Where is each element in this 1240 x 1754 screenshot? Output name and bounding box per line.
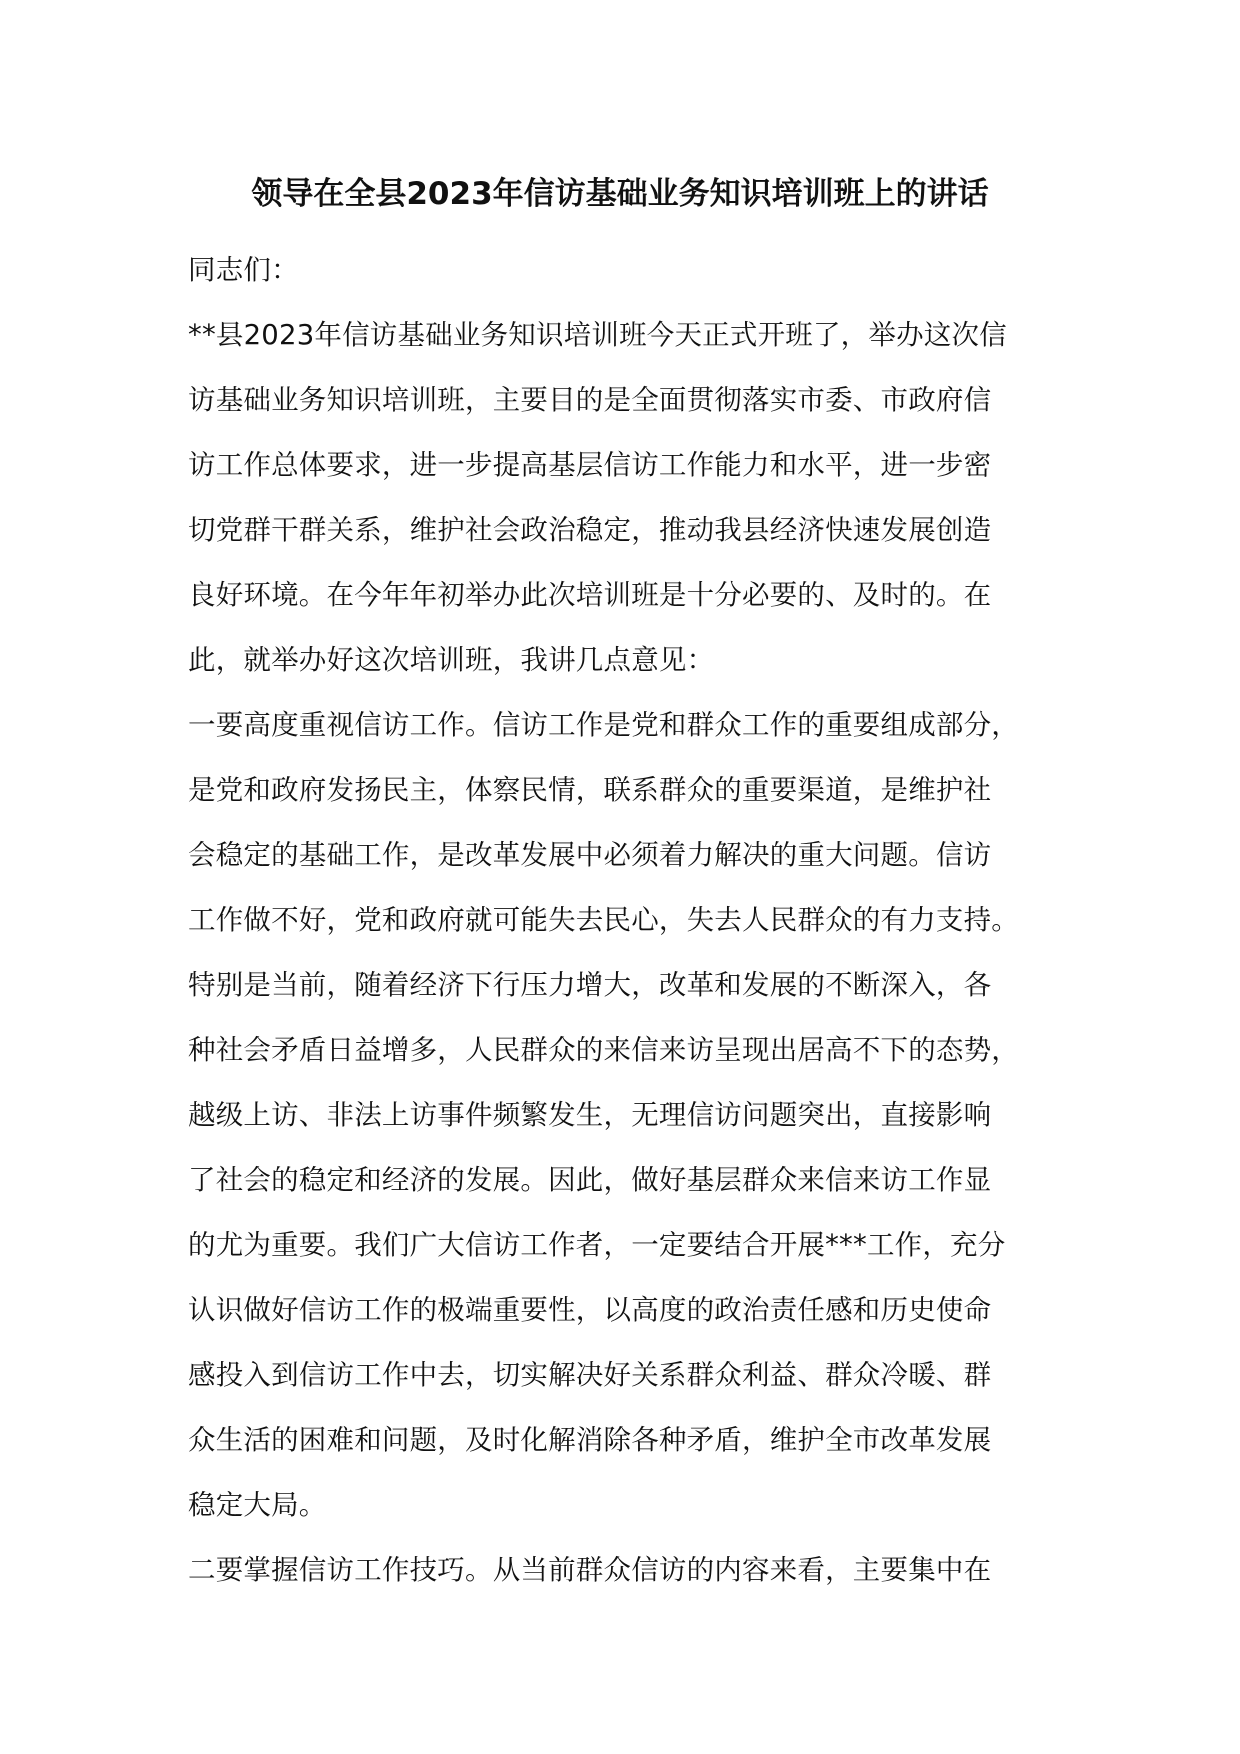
text-line: 特别是当前，随着经济下行压力增大，改革和发展的不断深入，各 [188,969,992,1001]
text-line: 的尤为重要。我们广大信访工作者，一定要结合开展***工作，充分 [188,1229,1006,1261]
document-body [188,238,1088,1603]
text-line: 稳定大局。 [188,1489,327,1521]
text-line: 此，就举办好这次培训班，我讲几点意见： [188,644,715,676]
text-line: 感投入到信访工作中去，切实解决好关系群众利益、群众冷暖、群 [188,1359,992,1391]
text-line: 认识做好信访工作的极端重要性，以高度的政治责任感和历史使命 [188,1294,992,1326]
text-line: 一要高度重视信访工作。信访工作是党和群众工作的重要组成部分， [188,709,1019,741]
text-line: 种社会矛盾日益增多，人民群众的来信来访呈现出居高不下的态势， [188,1034,1019,1066]
text-line: 切党群干群关系，维护社会政治稳定，推动我县经济快速发展创造 [188,514,992,546]
text-line: 工作做不好，党和政府就可能失去民心，失去人民群众的有力支持。 [188,904,1019,936]
text-line: 二要掌握信访工作技巧。从当前群众信访的内容来看，主要集中在 [188,1554,992,1586]
document-title: 领导在全县2023年信访基础业务知识培训班上的讲话 [251,176,989,212]
text-line: 了社会的稳定和经济的发展。因此，做好基层群众来信来访工作显 [188,1164,992,1196]
text-line: 访工作总体要求，进一步提高基层信访工作能力和水平，进一步密 [188,449,992,481]
text-line: 会稳定的基础工作，是改革发展中必须着力解决的重大问题。信访 [188,839,992,871]
text-line: 众生活的困难和问题，及时化解消除各种矛盾，维护全市改革发展 [188,1424,992,1456]
text-line: 访基础业务知识培训班，主要目的是全面贯彻落实市委、市政府信 [188,384,992,416]
text-line: 越级上访、非法上访事件频繁发生，无理信访问题突出，直接影响 [188,1099,992,1131]
text-line: **县2023年信访基础业务知识培训班今天正式开班了，举办这次信 [188,319,1007,351]
text-line: 是党和政府发扬民主，体察民情，联系群众的重要渠道，是维护社 [188,774,992,806]
text-line: 同志们： [188,254,299,286]
text-line: 良好环境。在今年年初举办此次培训班是十分必要的、及时的。在 [188,579,992,611]
